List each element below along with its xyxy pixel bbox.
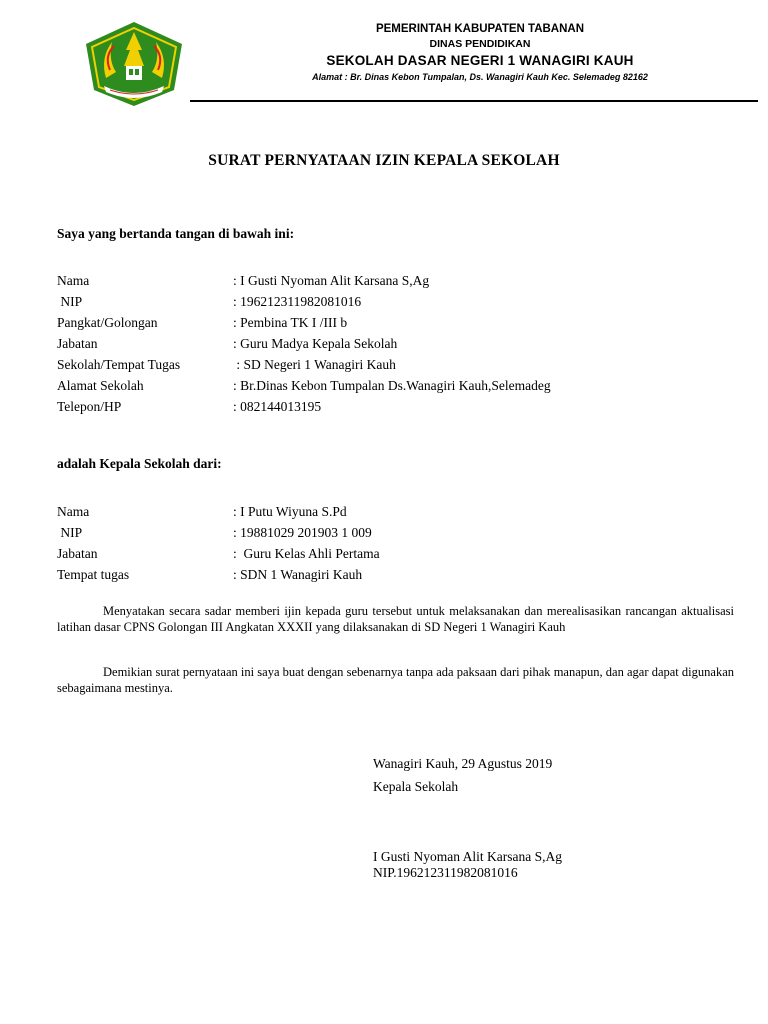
field-value: : 19881029 201903 1 009 [233, 525, 372, 540]
signer-details [57, 270, 747, 417]
subject-row [57, 501, 747, 522]
department-name: DINAS PENDIDIKAN [429, 38, 531, 50]
letterhead [0, 0, 768, 110]
field-label: Telepon/HP [57, 399, 122, 414]
subject-intro: adalah Kepala Sekolah dari: [57, 456, 222, 471]
field-label: NIP [57, 294, 83, 309]
tabanan-regency-emblem-icon [82, 20, 186, 108]
field-value: : Pembina TK I /III b [233, 315, 348, 330]
signer-row [57, 354, 747, 375]
signer-row [57, 291, 747, 312]
header-divider [190, 100, 758, 102]
paragraph-permission: Menyatakan secara sadar memberi ijin kepada guru tersebut untuk melaksanakan dan merealisasikan rancangan aktualisasi latihan dasar CPNS Golongan III Angkatan XXXII yang dilaksanakan di SD Negeri 1 Wanagiri Kauh [57, 604, 734, 634]
signer-row [57, 396, 747, 417]
subject-row [57, 543, 747, 564]
field-label: Sekolah/Tempat Tugas [57, 357, 181, 372]
field-value: : Br.Dinas Kebon Tumpalan Ds.Wanagiri Kauh,Selemadeg [233, 378, 551, 393]
field-label: Pangkat/Golongan [57, 315, 158, 330]
permission-statement [57, 603, 734, 635]
field-label: Tempat tugas [57, 567, 130, 582]
school-name: SEKOLAH DASAR NEGERI 1 WANAGIRI KAUH [326, 53, 634, 68]
field-value: : I Putu Wiyuna S.Pd [233, 504, 347, 519]
signer-row [57, 312, 747, 333]
signer-row [57, 333, 747, 354]
signature-nip: NIP.196212311982081016 [373, 865, 518, 880]
field-value: : I Gusti Nyoman Alit Karsana S,Ag [233, 273, 430, 288]
field-value: : SDN 1 Wanagiri Kauh [233, 567, 363, 582]
government-name: PEMERINTAH KABUPATEN TABANAN [375, 23, 585, 35]
closing-statement [57, 664, 734, 696]
signature-place-date: Wanagiri Kauh, 29 Agustus 2019 [373, 756, 553, 771]
field-label: Nama [57, 504, 90, 519]
signature-position: Kepala Sekolah [373, 779, 459, 794]
signer-row [57, 375, 747, 396]
school-address: Alamat : Br. Dinas Kebon Tumpalan, Ds. Wanagiri Kauh Kec. Selemadeg 82162 [312, 72, 648, 82]
paragraph-closing: Demikian surat pernyataan ini saya buat dengan sebenarnya tanpa ada paksaan dari pihak manapun, dan agar dapat digunakan sebagaimana mestinya. [57, 665, 734, 695]
letterhead-text [200, 22, 760, 83]
subject-row [57, 522, 747, 543]
field-label: Jabatan [57, 546, 98, 561]
field-value: : Guru Kelas Ahli Pertama [233, 546, 380, 561]
field-value: : 082144013195 [233, 399, 322, 414]
signer-intro: Saya yang bertanda tangan di bawah ini: [57, 226, 295, 241]
signer-row [57, 270, 747, 291]
field-label: NIP [57, 525, 83, 540]
subject-row [57, 564, 747, 585]
subject-details [57, 501, 747, 585]
document-title: SURAT PERNYATAAN IZIN KEPALA SEKOLAH [208, 152, 560, 169]
field-label: Jabatan [57, 336, 98, 351]
signature-name: I Gusti Nyoman Alit Karsana S,Ag [373, 849, 562, 864]
field-label: Alamat Sekolah [57, 378, 144, 393]
field-value: : SD Negeri 1 Wanagiri Kauh [233, 357, 396, 372]
field-value: : Guru Madya Kepala Sekolah [233, 336, 398, 351]
field-value: : 196212311982081016 [233, 294, 362, 309]
field-label: Nama [57, 273, 90, 288]
